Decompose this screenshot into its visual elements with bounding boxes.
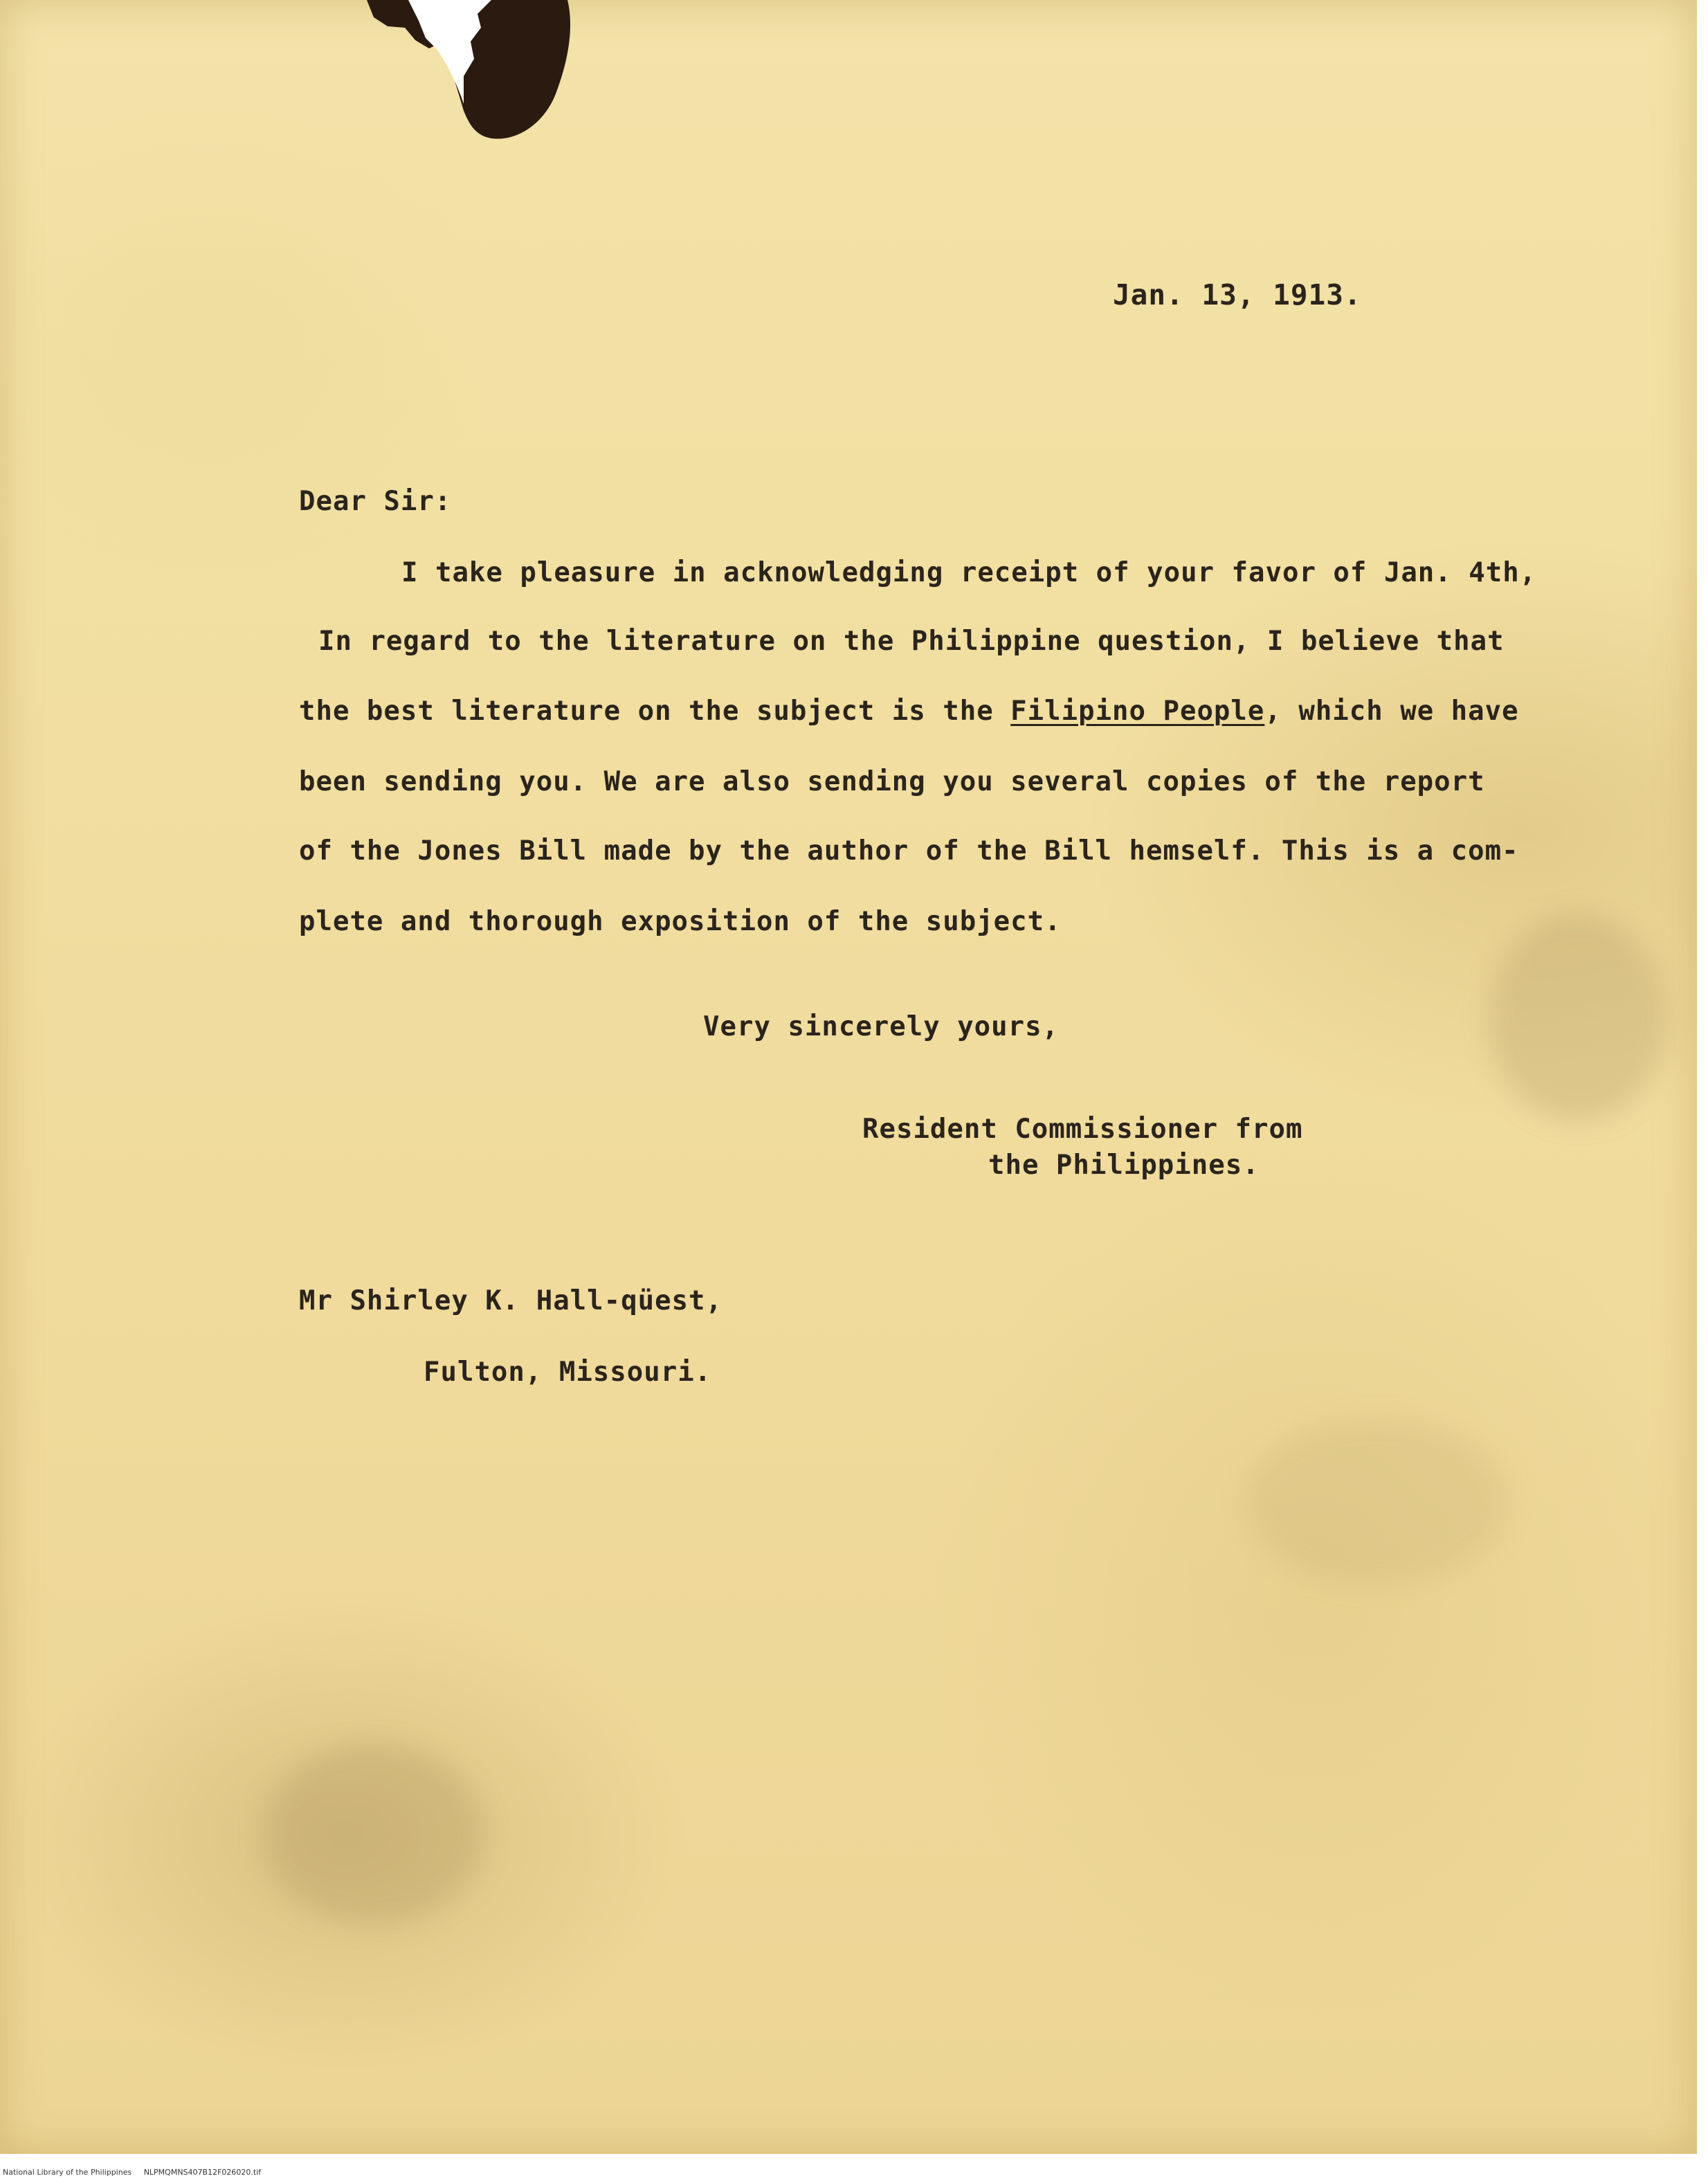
addressee-city: Fulton, Missouri. xyxy=(424,1357,712,1388)
closing: Very sincerely yours, xyxy=(703,1011,1060,1042)
burn-hole-icon xyxy=(360,0,581,145)
paper-stain xyxy=(1246,1419,1509,1585)
body-line: In regard to the literature on the Philippine question, I believe that xyxy=(318,626,1505,657)
letter-date: Jan. 13, 1913. xyxy=(1113,278,1362,311)
addressee-name: Mr Shirley K. Hall-qüest, xyxy=(299,1285,723,1316)
body-line: I take pleasure in acknowledging receipt of your favor of Jan. 4th, xyxy=(401,557,1537,588)
signature-title: the Philippines. xyxy=(988,1150,1260,1181)
body-line: been sending you. We are also sending you several copies of the report xyxy=(299,766,1485,797)
body-line-text: , which we have xyxy=(1264,696,1519,727)
paper-stain xyxy=(263,1744,484,1924)
body-line xyxy=(299,698,1519,725)
publication-title: Filipino People xyxy=(1010,696,1265,727)
paper-stain xyxy=(1488,914,1668,1121)
scan-footer-text: National Library of the Philippines NLPMQMNS407B12F026020.tif xyxy=(3,2168,262,2177)
body-line: of the Jones Bill made by the author of the Bill hemself. This is a com- xyxy=(299,835,1519,867)
body-line: plete and thorough exposition of the subject. xyxy=(299,906,1062,937)
signature-title: Resident Commissioner from xyxy=(862,1114,1303,1145)
body-line-text: the best literature on the subject is the xyxy=(299,696,1011,727)
salutation: Dear Sir: xyxy=(299,486,452,517)
